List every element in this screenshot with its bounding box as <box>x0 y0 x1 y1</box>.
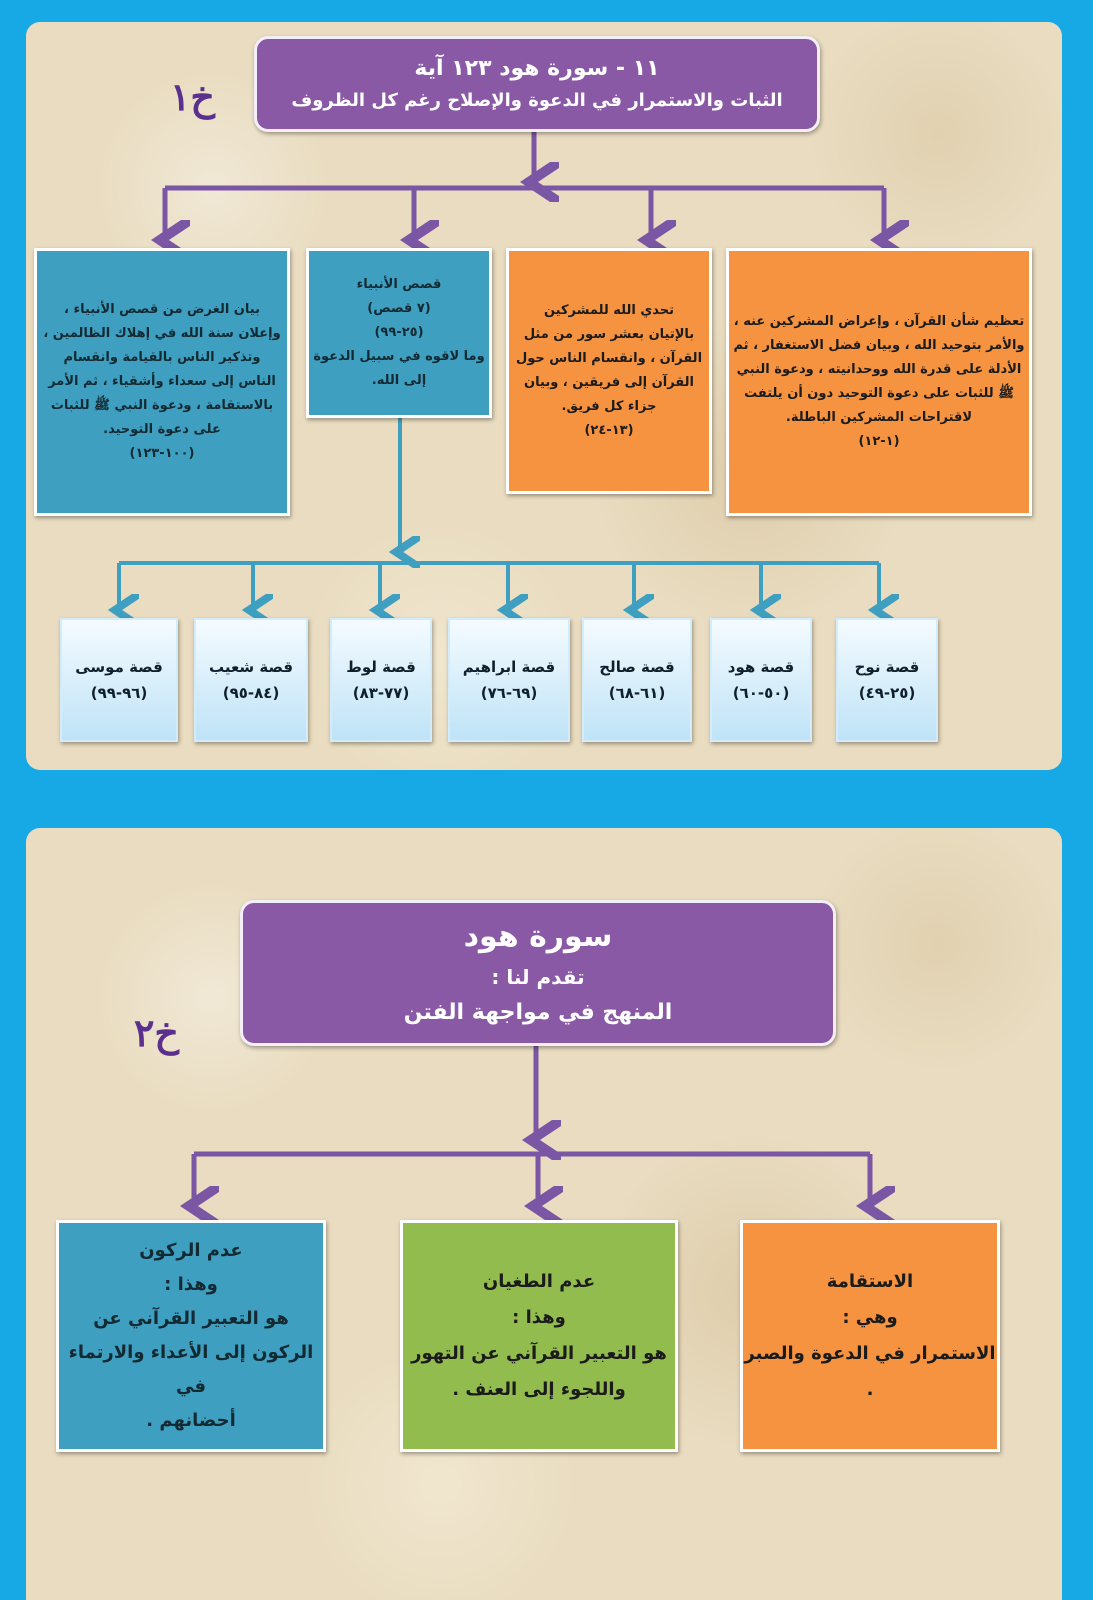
story-name: قصة نوح <box>854 658 920 676</box>
box-text-line: هو التعبير القرآني عن <box>93 1308 289 1329</box>
verse-range: (١٣-٢٤) <box>584 423 634 438</box>
verse-range: (٢٥-٩٩) <box>374 325 424 340</box>
box-text-line: وتذكير الناس بالقيامة وانقسام <box>63 350 261 365</box>
story-name: قصة شعيب <box>208 658 294 676</box>
box-text-line: واللجوء إلى العنف . <box>452 1379 626 1400</box>
box-text-line: الأدلة على قدرة الله ووحدانيته ، ودعوة النبي <box>736 362 1022 377</box>
box-text-line: على دعوة التوحيد. <box>103 422 221 437</box>
title-subline: تقدم لنا : <box>491 965 585 989</box>
box-text-line: (٧ قصص) <box>367 301 431 316</box>
box-text-line: وما لاقوه في سبيل الدعوة <box>313 349 485 364</box>
section-mark-1: خ١ <box>170 74 215 119</box>
box-text-line: وهي : <box>842 1307 898 1328</box>
verse-range: (١٠٠-١٢٣) <box>129 446 195 461</box>
method-box-rukun <box>56 1220 326 1452</box>
box-text-line: هو التعبير القرآني عن التهور <box>411 1343 667 1364</box>
box-text-line: بيان الغرض من قصص الأنبياء ، <box>64 302 260 317</box>
box-text-line: بالإتيان بعشر سور من مثل <box>523 327 695 342</box>
story-box-nuh <box>836 618 938 742</box>
story-box-hud <box>710 618 812 742</box>
story-name: قصة موسى <box>75 658 163 676</box>
surah-name: سورة هود <box>463 919 613 954</box>
surah-title-box <box>254 36 820 132</box>
section-box-100-123 <box>34 248 290 516</box>
box-text-line: بالاستقامة ، ودعوة النبي ﷺ للثبات <box>50 398 274 413</box>
box-text-line: لاقتراحات المشركين الباطلة. <box>785 410 973 425</box>
box-text-line: وإعلان سنة الله في إهلاك الظالمين ، <box>43 326 281 341</box>
method-box-istiqama <box>740 1220 1000 1452</box>
box-text-line: تحدي الله للمشركين <box>543 303 675 318</box>
section-box-13-24 <box>506 248 712 494</box>
main-connector <box>194 1044 870 1206</box>
section-box-prophets <box>306 248 492 418</box>
box-text-line: الركون إلى الأعداء والارتماء في <box>68 1342 314 1397</box>
box-text-line: ﷺ للثبات على دعوة التوحيد دون أن يلتفت <box>744 386 1014 401</box>
story-name: قصة هود <box>727 658 795 676</box>
story-range: (٩٦-٩٩) <box>90 684 148 702</box>
story-box-musa <box>60 618 178 742</box>
method-heading: عدم الطغيان <box>482 1271 596 1292</box>
method-heading: الاستقامة <box>826 1271 914 1292</box>
story-box-salih <box>582 618 692 742</box>
method-heading: عدم الركون <box>139 1240 243 1261</box>
section-box-1-12 <box>726 248 1032 516</box>
box-text-line: الناس إلى سعداء وأشقياء ، ثم الأمر <box>48 374 276 389</box>
box-text-line: جزاء كل فريق. <box>561 399 657 414</box>
diagram-panel-1 <box>26 22 1062 770</box>
box-text-line: القرآن ، وانقسام الناس حول <box>515 351 703 366</box>
section-mark-2: خ٢ <box>134 1010 179 1055</box>
box-text-line: والأمر بتوحيد الله ، وبيان فضل الاستغفار ، ثم <box>733 338 1025 353</box>
story-range: (٢٥-٤٩) <box>858 684 916 702</box>
story-range: (٦٩-٧٦) <box>480 684 538 702</box>
story-name: قصة صالح <box>599 658 675 676</box>
diagram-panel-2 <box>26 828 1062 1600</box>
story-box-lut <box>330 618 432 742</box>
box-text-line: إلى الله. <box>371 373 427 388</box>
story-range: (٨٤-٩٥) <box>222 684 280 702</box>
verse-range: (١-١٢) <box>858 434 900 449</box>
box-text-line: أحضانهم . <box>146 1410 236 1431</box>
surah-method-title-box <box>240 900 836 1046</box>
story-range: (٦١-٦٨) <box>608 684 666 702</box>
box-text-line: الاستمرار في الدعوة والصبر . <box>744 1343 996 1400</box>
box-text-line: القرآن إلى فريقين ، وبيان <box>524 375 694 390</box>
story-range: (٥٠-٦٠) <box>732 684 790 702</box>
surah-title: ١١ - سورة هود ١٢٣ آية <box>414 56 660 81</box>
story-name: قصة ابراهيم <box>462 658 556 676</box>
title-method: المنهج في مواجهة الفتن <box>403 1000 673 1025</box>
box-text-line: تعظيم شأن القرآن ، وإعراض المشركين عنه ، <box>733 314 1025 329</box>
method-box-tughyan <box>400 1220 678 1452</box>
story-box-shuayb <box>194 618 308 742</box>
box-text-line: قصص الأنبياء <box>356 277 442 292</box>
story-box-ibrahim <box>448 618 570 742</box>
story-range: (٧٧-٨٣) <box>352 684 410 702</box>
box-text-line: وهذا : <box>164 1274 218 1295</box>
box-text-line: وهذا : <box>512 1307 566 1328</box>
surah-theme: الثبات والاستمرار في الدعوة والإصلاح رغم كل الظروف <box>291 90 783 111</box>
main-connector <box>165 132 884 240</box>
story-name: قصة لوط <box>346 658 416 676</box>
